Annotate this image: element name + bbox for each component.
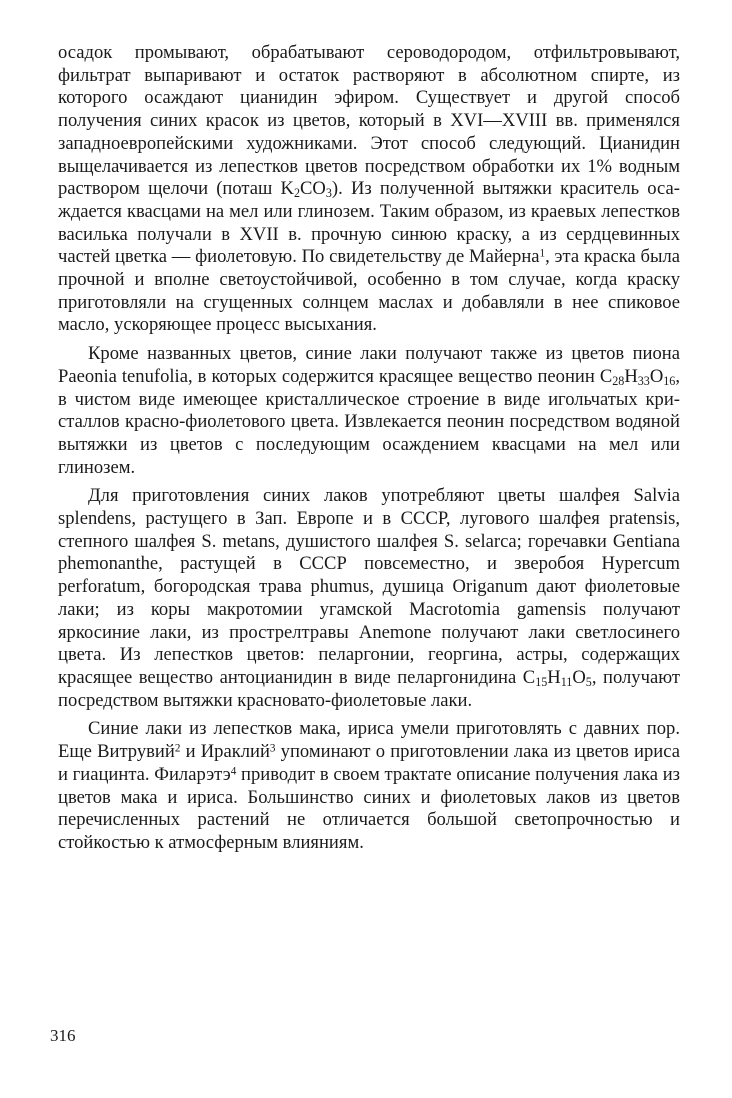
text-run: упоминают о приготовлении лака из цветов ириса и гиацинта. Филарэтэ [58,741,680,785]
text-run: , эта краска была прочной и вполне светоустойчивой, особенно в том случае, когда краску приготовляли на сгущенных солнцем маслах и добавляли в нее спиковое масло, ускоряющее процесс высыхания. [58,246,680,336]
text-run: , в чистом виде имеющее кристаллическое строение в виде игольчатых кристаллов красно-фиолетового цвета. Извлекается пеонин посредством водяной вытяжки из цветов с последующим осаждением квасцами на мел или глинозем. [58,365,680,478]
text-run: Кроме названных цветов, синие лаки получают также из цветов пиона Paeonia tenufolia, в которых содержится красящее вещество пеонин C [58,343,680,387]
paragraph [58,485,680,712]
text-run: , получают посредством вытяжки красновато-фиолетовые лаки. [58,666,680,711]
subscript: 5 [585,675,592,689]
subscript: 15 [535,675,548,689]
text-run: O [649,365,664,387]
paragraph [58,718,680,854]
text-run: O [572,666,586,688]
page-number: 316 [50,1026,76,1045]
footnote-ref: 2 [174,742,181,755]
text-run: осадок промывают, обрабатывают сероводородом, отфильтровывают, фильтрат выпаривают и остаток растворяют в абсолютном спирте, из которого осаждают цианидин эфиром. Существует и другой способ получения синих красок из цветов, который в XVI—XVIII вв. применялся западноевропейскими художниками. Этот способ следующий. Цианидин выщелачивается из лепестков цветов посредством обработки их 1% водным раствором щелочи (поташ K [58,42,680,200]
paragraph [58,343,680,479]
subscript: 16 [663,373,676,388]
body-text [58,42,680,861]
text-run: H [624,365,638,387]
text-run: H [547,666,561,688]
text-run: Для приготовления синих лаков употребляют цветы шалфея Salvia splendens, растущего в Зап. Европе и в СССР, лугового шалфея pratensis, степного шалфея S. metans, душистого шалфея S. selarca; горечавки Gentiana phemonanthe, растущей в СССР повсеместно, и зверобоя Hypercum perforatum, богородская трава phumus, душица Origanum дают фиолетовые лаки; из коры макротомии угамской Macrotomia gamensis получают яркосиние лаки, из прострелтравы Anemone получают лаки светлосинего цвета. Из лепестков цветов: пеларгонии, георгина, астры, содержащих красящее вещество антоцианидин в виде пеларгонидина C [58,485,680,688]
text-run: Синие лаки из лепестков мака, ириса умели приготовлять с давних пор. Еще Витрувий [58,718,680,763]
text-run: CO [300,178,326,200]
subscript: 11 [560,675,573,689]
text-run: ). Из полученной вытяжки краситель осаждается квасцами на мел или глинозем. Таким образом, из краевых лепестков василька получали в XVII в. прочную синюю краску, а из сердцевинных частей цветка — фиолетовую. По свидетельству де Майерна [58,178,680,268]
subscript: 2 [293,186,301,201]
paragraph [58,42,680,337]
footnote-ref: 4 [230,765,237,778]
text-run: приводит в своем трактате описание получения лака из цветов мака и ириса. Большинство синих и фиолетовых лаков из цветов перечисленных растений не отличается большой светопрочностью и стойкостью к атмосферным влияниям. [58,763,681,853]
footnote-ref: 1 [539,247,546,260]
subscript: 28 [612,373,625,388]
text-run: и Ираклий [180,741,270,763]
footnote-ref: 3 [269,742,276,755]
subscript: 3 [325,186,332,201]
subscript: 33 [637,373,650,388]
